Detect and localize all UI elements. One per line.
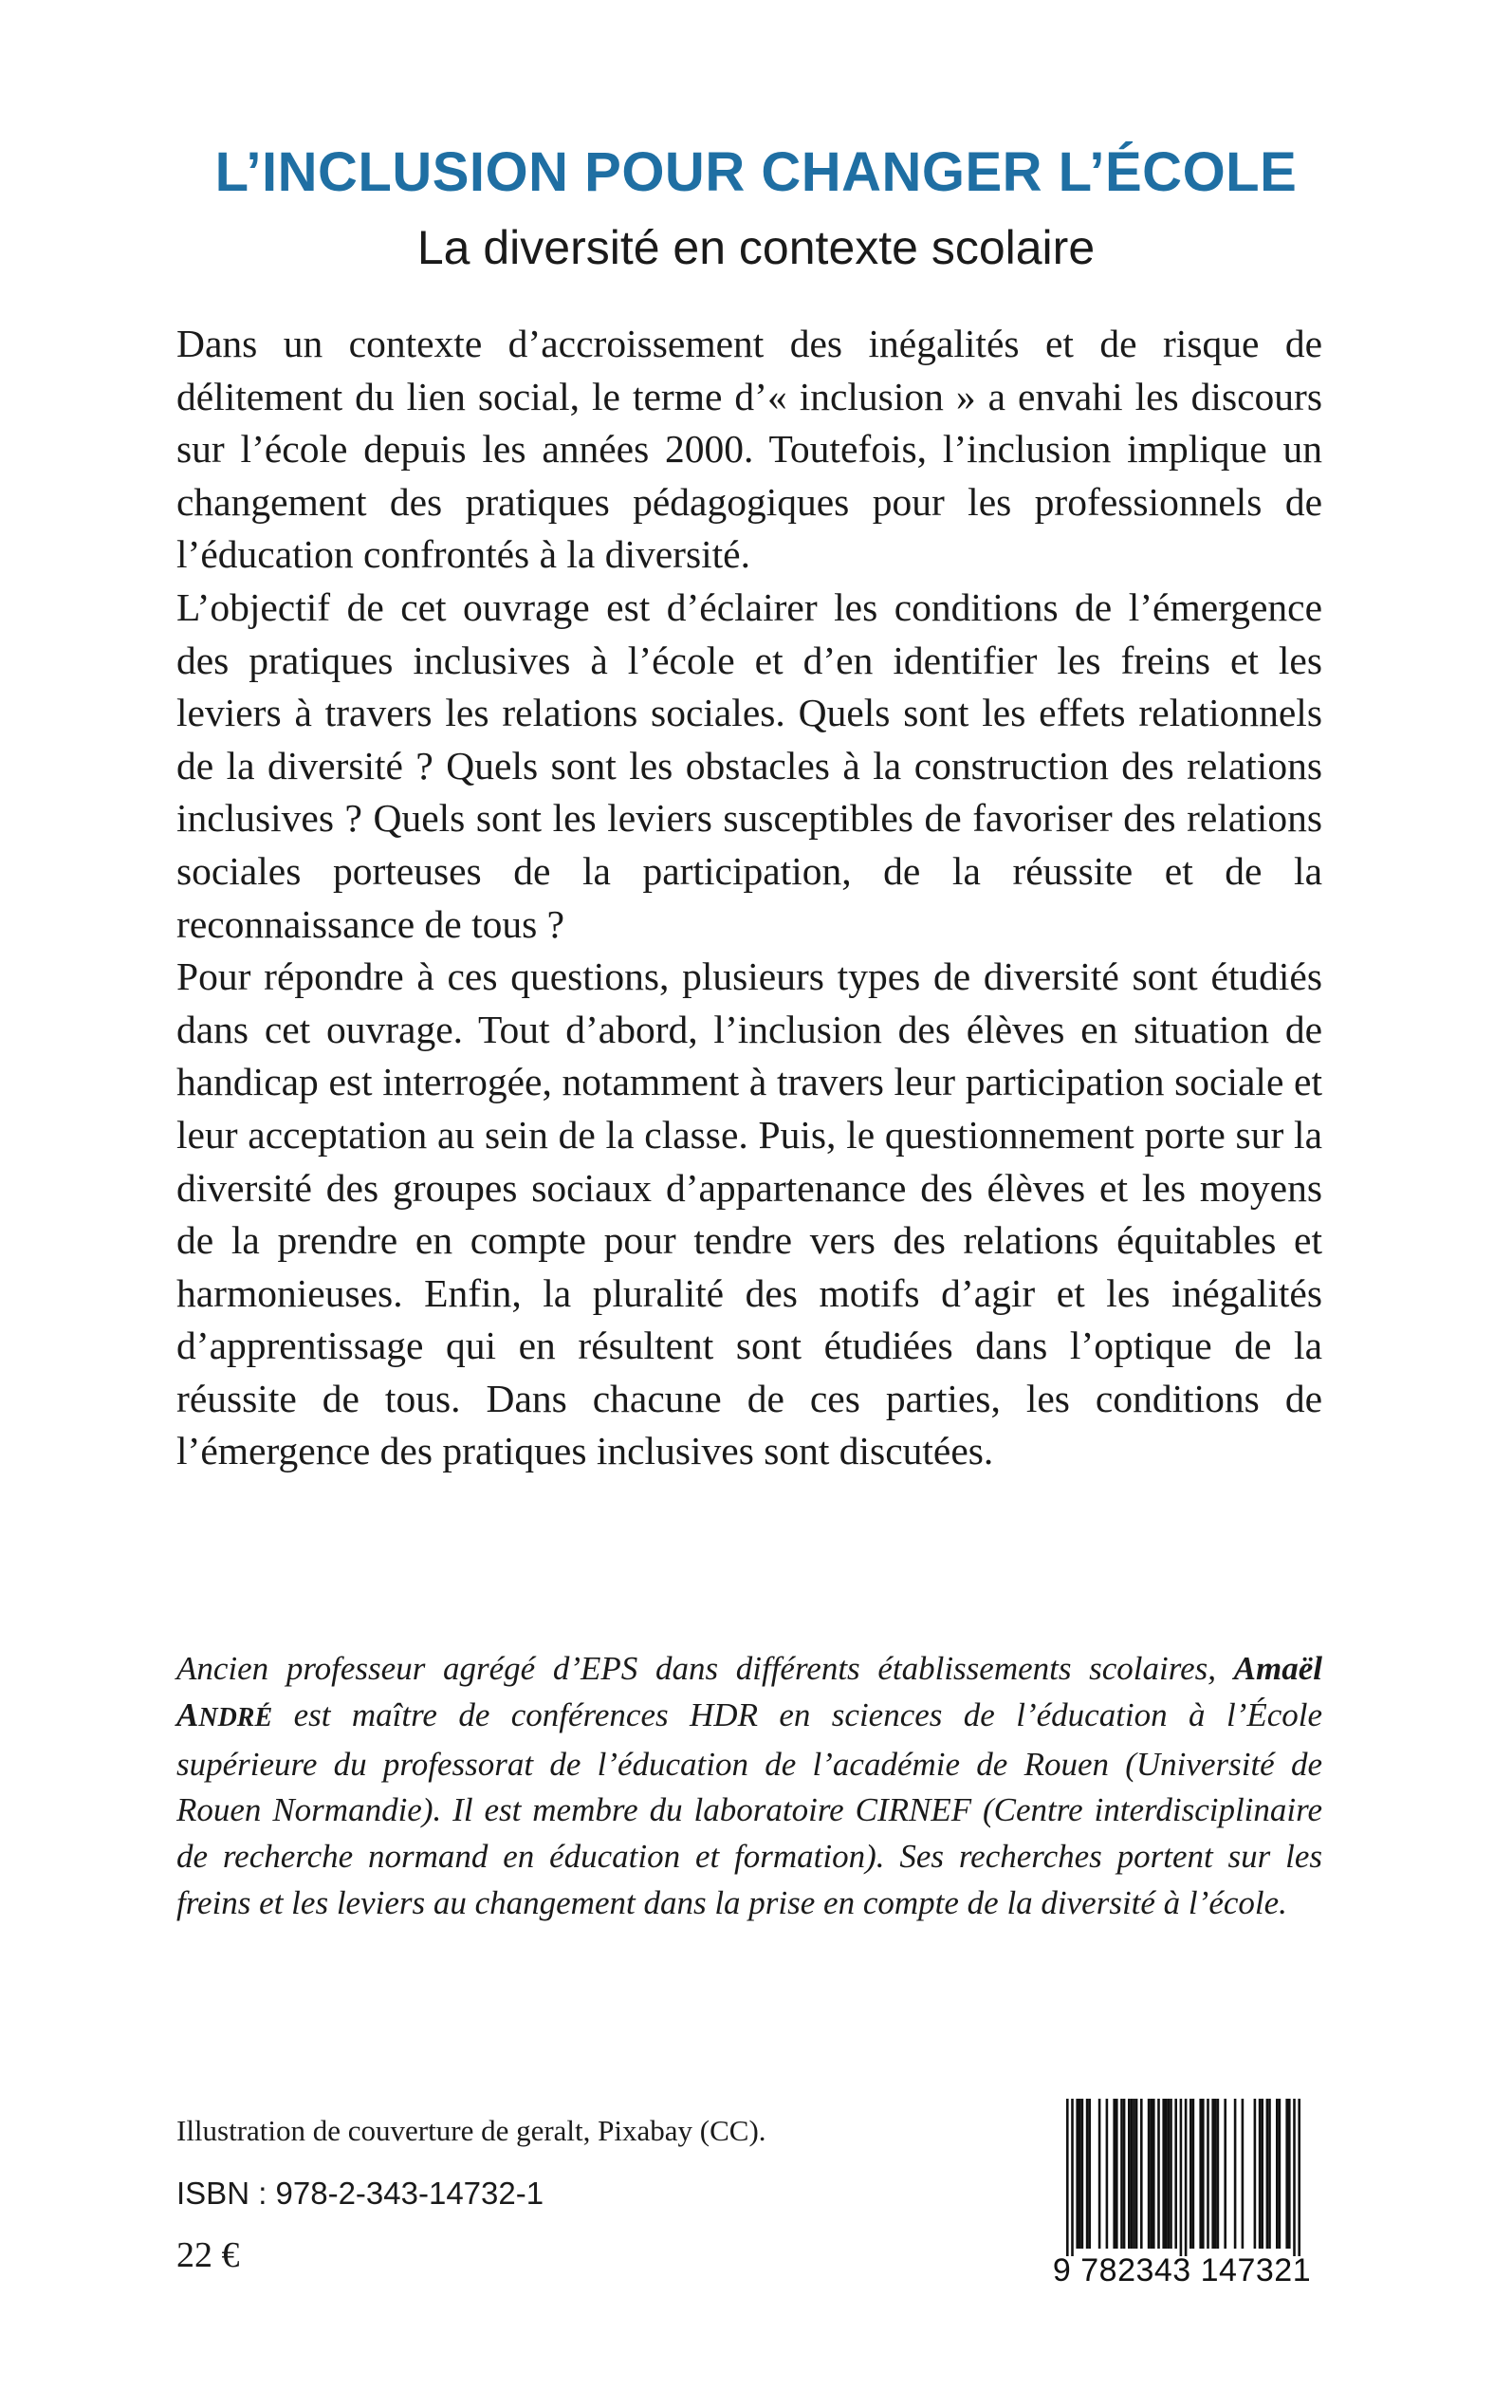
barcode-bar <box>1214 2099 1217 2249</box>
barcode-bar <box>1079 2099 1081 2249</box>
barcode-bar <box>1189 2099 1192 2249</box>
author-name-first: Amaël A <box>176 1650 1322 1733</box>
barcode-bar <box>1113 2099 1116 2249</box>
author-name-smallcaps: NDRÉ <box>198 1702 273 1732</box>
barcode-bar <box>1293 2099 1296 2256</box>
barcode-bar <box>1259 2099 1262 2249</box>
barcode-bar <box>1133 2099 1135 2249</box>
barcode-bar <box>1234 2099 1237 2249</box>
barcode-bar <box>1279 2099 1282 2249</box>
book-title: L’INCLUSION POUR CHANGER L’ÉCOLE <box>214 141 1298 203</box>
barcode-number: 9 782343 147321 <box>1052 2252 1312 2288</box>
barcode-bar <box>1207 2099 1209 2249</box>
barcode-bar <box>1217 2099 1220 2249</box>
barcode-bar <box>1288 2099 1291 2249</box>
barcode-bars <box>1040 2095 1324 2256</box>
barcode-bar <box>1157 2099 1160 2249</box>
barcode-bar <box>1185 2099 1188 2256</box>
barcode-bar <box>1298 2099 1300 2256</box>
barcode-bar <box>1152 2099 1155 2249</box>
barcode-bar <box>1211 2099 1214 2249</box>
barcode-bar <box>1224 2099 1226 2249</box>
barcode-bar <box>1199 2099 1202 2249</box>
barcode-bar <box>1140 2099 1143 2249</box>
barcode-bar <box>1066 2099 1069 2256</box>
barcode-bar <box>1076 2099 1079 2249</box>
barcode-bar <box>1120 2099 1123 2249</box>
barcode-bar <box>1276 2099 1279 2249</box>
barcode-bar <box>1174 2099 1177 2249</box>
barcode-bar <box>1261 2099 1263 2249</box>
barcode-bar <box>1116 2099 1118 2249</box>
barcode-bar <box>1254 2099 1257 2249</box>
barcode-bar <box>1285 2099 1288 2249</box>
barcode-bar <box>1180 2099 1183 2256</box>
barcode-bar <box>1135 2099 1138 2249</box>
author-bio <box>176 1646 1322 1927</box>
barcode <box>1040 2095 1324 2296</box>
barcode-bar <box>1170 2099 1172 2249</box>
illustration-credit: Illustration de couverture de geralt, Pixabay (CC). <box>176 2114 766 2147</box>
barcode-bar <box>1123 2099 1126 2249</box>
barcode-bar <box>1106 2099 1109 2249</box>
blurb-paragraph: Dans un contexte d’accroissement des inégalités et de risque de délitement du lien social, le terme d’« inclusion » a envahi les discours sur l’école depuis les années 2000. Toutefois, l’inclusion implique un changement des pratiques pédagogiques pour les professionnels de l’éducation confrontés à la diversité. <box>176 322 1322 577</box>
blurb-paragraph: Pour répondre à ces questions, plusieurs types de diversité sont étudiés dans cet ouvrage. Tout d’abord, l’inclusion des élèves en situation de handicap est interrogée, notamment à travers leur participation sociale et leur acceptation au sein de la classe. Puis, le questionnement porte sur la diversité des groupes sociaux d’appartenance des élèves et les moyens de la prendre en compte pour tendre vers des relations équitables et harmonieuses. Enfin, la pluralité des motifs d’agir et les inégalités d’apprentissage qui en résultent sont étudiées dans l’optique de la réussite de tous. Dans chacune de ces parties, les conditions de l’émergence des pratiques inclusives sont discutées. <box>176 954 1322 1473</box>
barcode-bar <box>1128 2099 1131 2249</box>
barcode-bar <box>1162 2099 1165 2249</box>
book-subtitle: La diversité en contexte scolaire <box>416 221 1096 274</box>
barcode-bar <box>1071 2099 1074 2256</box>
isbn: ISBN : 978-2-343-14732-1 <box>176 2176 544 2211</box>
barcode-bar <box>1202 2099 1205 2249</box>
barcode-bar <box>1086 2099 1089 2249</box>
blurb-paragraph: L’objectif de cet ouvrage est d’éclairer les conditions de l’émergence des pratiques inclusives à l’école et d’en identifier les freins et les leviers à travers les relations sociales. Quels sont les effets relationnels de la diversité ? Quels sont les obstacles à la construction des relations inclusives ? Quels sont les leviers susceptibles de favoriser des relations sociales porteuses de la participation, de la réussite et de la reconnaissance de tous ? <box>176 584 1322 946</box>
barcode-bar <box>1168 2099 1171 2249</box>
price: 22 € <box>176 2235 240 2275</box>
barcode-bar <box>1150 2099 1152 2249</box>
barcode-bar <box>1081 2099 1084 2249</box>
barcode-bar <box>1165 2099 1168 2249</box>
barcode-bar <box>1148 2099 1151 2249</box>
barcode-bar <box>1242 2099 1245 2249</box>
bio-intro: Ancien professeur agrégé d’EPS dans différents établissements scolaires, <box>176 1650 1216 1687</box>
barcode-bar <box>1131 2099 1134 2249</box>
bio-rest: est maître de conférences HDR en sciences de l’éducation à l’École supérieure du professorat de l’éducation de l’académie de Rouen (Université de Rouen Normandie). Il est membre du laboratoire CIRNEF (Centre interdisciplinaire de recherche normand en éducation et formation). Ses recherches portent sur les freins et les leviers au changement dans la prise en compte de la diversité à l’école. <box>176 1695 1322 1921</box>
barcode-bar <box>1192 2099 1195 2249</box>
barcode-bar <box>1268 2099 1271 2249</box>
barcode-bar <box>1088 2099 1091 2249</box>
barcode-bar <box>1098 2099 1101 2249</box>
barcode-bar <box>1266 2099 1269 2249</box>
blurb <box>176 318 1322 1478</box>
